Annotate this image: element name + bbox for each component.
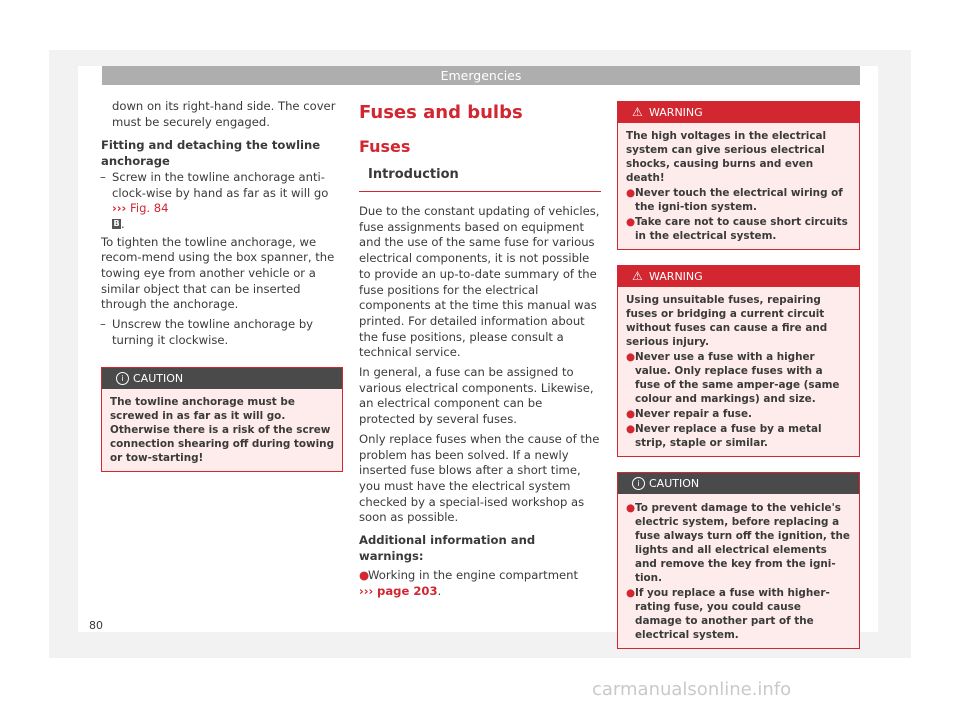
column-middle bbox=[359, 99, 601, 600]
bullet-icon: ● bbox=[626, 423, 636, 435]
warning-body bbox=[618, 123, 859, 249]
bullet-icon: ● bbox=[359, 568, 370, 583]
warning-header bbox=[618, 266, 859, 287]
bullet-text: To prevent damage to the vehicle's electric system, before replacing a fuse always turn off the ignition, the lights and all electrical elements and remove the key from the igni-tion. bbox=[635, 502, 850, 584]
warning-intro: Using unsuitable fuses, repairing fuses or bridging a current circuit without fuses can cause a fire and serious injury. bbox=[626, 294, 828, 348]
bullet-text: Never replace a fuse by a metal strip, staple or similar. bbox=[635, 423, 822, 449]
step-end: . bbox=[121, 216, 125, 231]
list-item bbox=[626, 350, 851, 406]
additional-heading: Additional information and warnings: bbox=[359, 533, 536, 563]
warning-header bbox=[618, 102, 859, 123]
caution-body bbox=[618, 494, 859, 648]
list-item bbox=[626, 501, 851, 585]
caution-text: The towline anchorage must be screwed in as far as it will go. Otherwise there is a risk of the screw connection shearing off during towing or tow-starting! bbox=[110, 395, 335, 464]
warning-label: WARNING bbox=[649, 270, 703, 283]
bullet-icon: ● bbox=[626, 408, 636, 420]
info-icon: i bbox=[116, 372, 129, 385]
bullet-icon: ● bbox=[626, 502, 636, 514]
warning-label: WARNING bbox=[649, 106, 703, 119]
figure-link[interactable]: Fig. 84 bbox=[130, 201, 169, 216]
assignment-paragraph: In general, a fuse can be assigned to various electrical components. Likewise, an electrical component can be protected by several fuses. bbox=[359, 365, 594, 427]
step-text: Unscrew the towline anchorage by turning it clockwise. bbox=[112, 317, 314, 347]
caution-box bbox=[101, 367, 343, 472]
chapter-title: Fuses and bulbs bbox=[359, 102, 523, 123]
step-text: Screw in the towline anchorage anti-clock-wise by hand as far as it will go bbox=[112, 169, 329, 200]
section-title: Fuses bbox=[359, 137, 411, 156]
list-item bbox=[626, 586, 851, 642]
info-icon: i bbox=[632, 477, 645, 490]
watermark: carmanualsonline.info bbox=[592, 679, 792, 700]
warning-triangle-icon: ⚠ bbox=[632, 269, 643, 283]
page-number: 80 bbox=[89, 619, 103, 632]
column-left bbox=[101, 99, 343, 472]
step-screw-in bbox=[101, 170, 343, 233]
intro-paragraph: Due to the constant updating of vehicles, fuse assignments based on equipment and the use of the same fuse for various electrical components, it is not possible to provide an up-to-date summary of the fuse positions for the electrical components at the time this manual was printed. For detailed information about the fuse positions, please consult a technical service. bbox=[359, 204, 600, 360]
list-item bbox=[359, 568, 601, 599]
list-item bbox=[626, 215, 851, 243]
chevron-icon: ››› bbox=[112, 201, 127, 216]
warning-intro: The high voltages in the electrical system can give serious electrical shocks, causing burns and even death! bbox=[626, 130, 827, 184]
step-unscrew bbox=[101, 317, 343, 348]
bullet-text: If you replace a fuse with higher-rating fuse, you could cause damage to another part of the electrical system. bbox=[635, 587, 830, 641]
chevron-icon: ››› bbox=[359, 584, 374, 599]
list-item bbox=[626, 407, 851, 421]
bullet-text: Take care not to cause short circuits in the electrical system. bbox=[635, 216, 848, 242]
list-item bbox=[626, 422, 851, 450]
bullet-text: Working in the engine compartment bbox=[368, 568, 579, 583]
dash-marker: – bbox=[100, 169, 106, 184]
figure-b-icon: B bbox=[113, 219, 120, 229]
warning-body bbox=[618, 287, 859, 456]
ref-end: . bbox=[437, 584, 442, 599]
list-item bbox=[626, 186, 851, 214]
bullet-text: Never use a fuse with a higher value. Only replace fuses with a fuse of the same amper-age (same colour and markings) and size. bbox=[635, 351, 840, 405]
bullet-icon: ● bbox=[626, 351, 636, 363]
continued-text: down on its right-hand side. The cover must be securely engaged. bbox=[112, 99, 336, 129]
caution-label: CAUTION bbox=[649, 477, 700, 490]
bullet-icon: ● bbox=[626, 216, 636, 228]
bullet-icon: ● bbox=[626, 587, 636, 599]
replace-paragraph: Only replace fuses when the cause of the problem has been solved. If a newly inserted fuse blows after a short time, you must have the electrical system checked by a special-ised workshop as soon as possible. bbox=[359, 431, 600, 525]
caution-header bbox=[618, 473, 859, 494]
dash-marker: – bbox=[100, 317, 106, 332]
heading-rule bbox=[359, 191, 601, 192]
bullet-icon: ● bbox=[626, 187, 636, 199]
warning-triangle-icon: ⚠ bbox=[632, 105, 643, 119]
caution-box bbox=[617, 472, 860, 649]
column-right bbox=[617, 101, 860, 649]
subheading-towline: Fitting and detaching the towline anchorage bbox=[101, 138, 321, 169]
bullet-text: Never repair a fuse. bbox=[635, 408, 752, 420]
warning-box bbox=[617, 265, 860, 457]
warning-box bbox=[617, 101, 860, 250]
caution-label: CAUTION bbox=[133, 371, 184, 385]
section-header: Emergencies bbox=[102, 66, 860, 85]
subsection-title: Introduction bbox=[368, 167, 459, 182]
tighten-text: To tighten the towline anchorage, we recom-mend using the box spanner, the towing eye from another vehicle or a similar object that can be inserted through the anchorage. bbox=[101, 234, 335, 312]
page-link[interactable]: page 203 bbox=[377, 584, 438, 599]
caution-header bbox=[102, 368, 342, 389]
bullet-text: Never touch the electrical wiring of the igni-tion system. bbox=[635, 187, 843, 213]
